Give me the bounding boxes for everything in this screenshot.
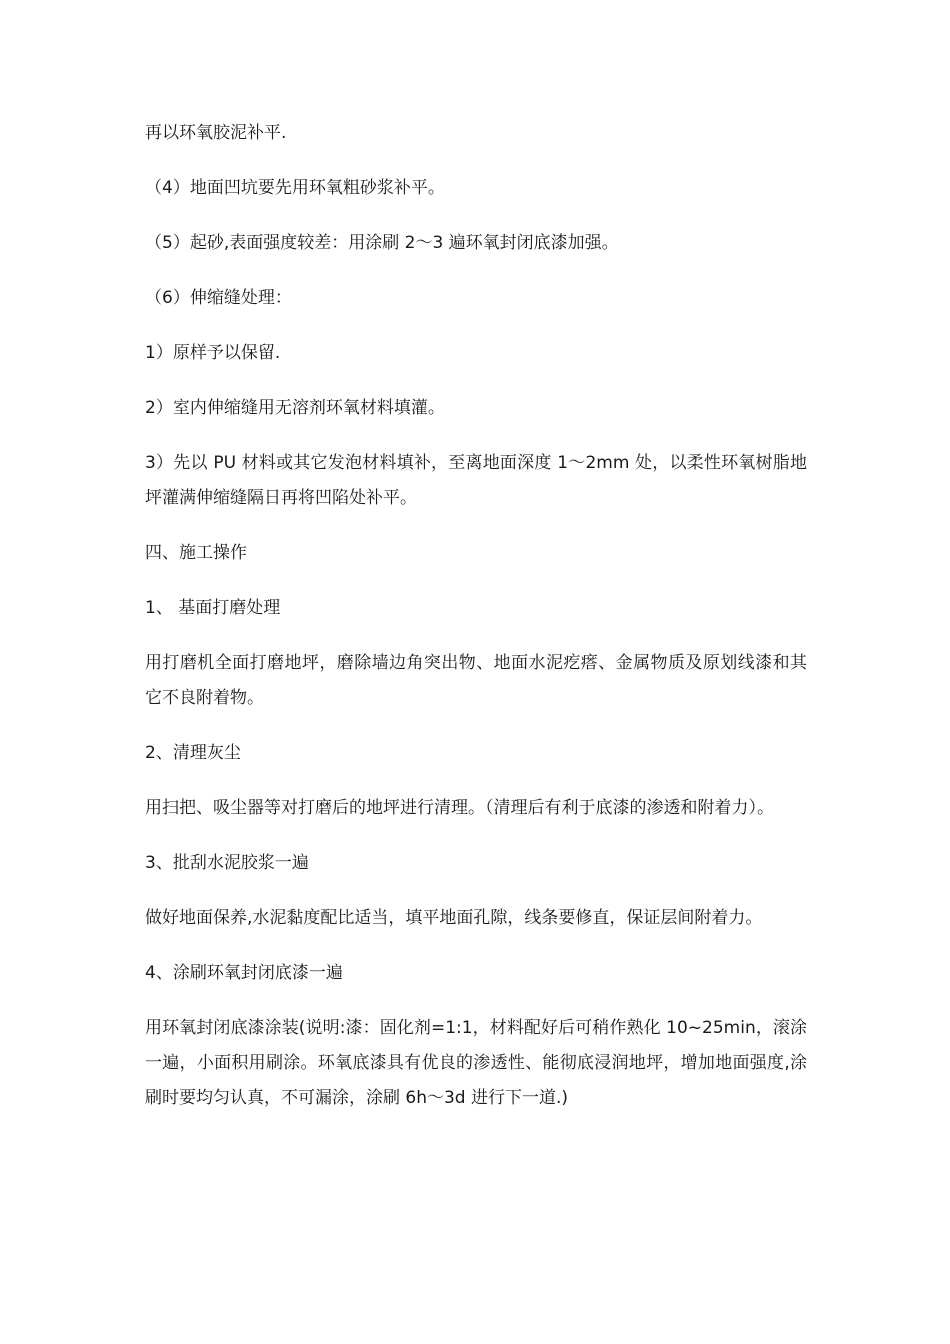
- paragraph-step-5-sanding: （5）起砂,表面强度较差：用涂刷 2～3 遍环氧封闭底漆加强。: [145, 233, 619, 253]
- section-heading-construction: 四、施工操作: [145, 543, 247, 563]
- paragraph-joint-2: 2）室内伸缩缝用无溶剂环氧材料填灌。: [145, 398, 445, 418]
- paragraph-step-4-pits: （4）地面凹坑要先用环氧粗砂浆补平。: [145, 178, 445, 198]
- paragraph-joint-3: 3）先以 PU 材料或其它发泡材料填补，至离地面深度 1～2mm 处，以柔性环氧树脂地坪灌满伸缩缝隔日再将凹陷处补平。: [145, 453, 807, 508]
- heading-step-3-cement: 3、批刮水泥胶浆一遍: [145, 853, 309, 873]
- paragraph-cement: 做好地面保养,水泥黏度配比适当，填平地面孔隙，线条要修直，保证层间附着力。: [145, 908, 763, 928]
- heading-step-2-cleaning: 2、清理灰尘: [145, 743, 241, 763]
- heading-step-1-grinding: 1、 基面打磨处理: [145, 598, 281, 618]
- paragraph-primer: 用环氧封闭底漆涂装(说明:漆：固化剂=1:1，材料配好后可稍作熟化 10~25min，滚涂一遍，小面积用刷涂。环氧底漆具有优良的渗透性、能彻底浸润地坪，增加地面强度,涂刷时要均匀认真，不可漏涂，涂刷 6h～3d 进行下一道.): [145, 1018, 807, 1108]
- paragraph-cleaning: 用扫把、吸尘器等对打磨后的地坪进行清理。（清理后有利于底漆的渗透和附着力）。: [145, 798, 774, 818]
- document-body: [145, 116, 807, 1136]
- paragraph-grinding: 用打磨机全面打磨地坪，磨除墙边角突出物、地面水泥疙瘩、金属物质及原划线漆和其它不良附着物。: [145, 653, 807, 708]
- paragraph-step-6-joints: （6）伸缩缝处理：: [145, 288, 292, 308]
- paragraph-epoxy-putty: 再以环氧胶泥补平.: [145, 123, 287, 143]
- heading-step-4-primer: 4、涂刷环氧封闭底漆一遍: [145, 963, 343, 983]
- paragraph-joint-1: 1）原样予以保留.: [145, 343, 281, 363]
